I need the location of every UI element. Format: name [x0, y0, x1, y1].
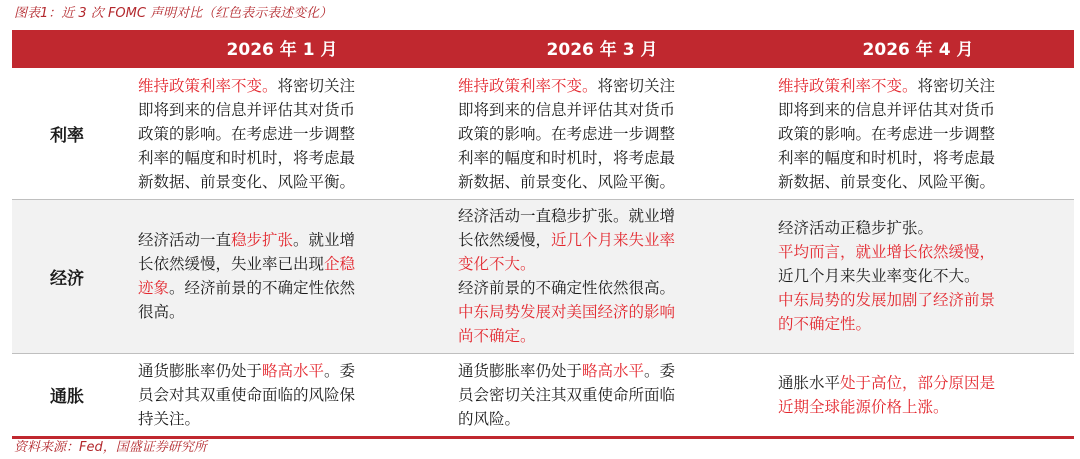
table-row: [12, 353, 1074, 436]
statement-text: 。就业增: [293, 231, 356, 249]
statement-line: [458, 324, 763, 348]
statement-text: 长依然缓慢，失业率已出现: [138, 255, 325, 273]
changed-text: 变化不大。: [458, 255, 536, 273]
changed-text: 维持政策利率不变。: [778, 76, 918, 95]
statement-text: 将密切关注: [597, 76, 676, 95]
statement-line: [458, 228, 763, 252]
row-label: 利率: [50, 126, 84, 146]
changed-text: 平均而言，就业增长依然缓慢，: [778, 243, 996, 261]
row-label: 经济: [50, 268, 84, 289]
statement-text: 经济前景的不确定性依然很高。: [458, 279, 676, 297]
statement-text: 。委: [324, 361, 356, 380]
fomc-comparison-table: [12, 30, 1074, 439]
statement-line: [458, 300, 763, 324]
statement-text: 利率的幅度和时机时，将考虑最: [138, 148, 356, 167]
changed-text: 中东局势发展对美国经济的影响: [458, 303, 676, 321]
statement-text: 新数据、前景变化、风险平衡。: [778, 172, 996, 191]
statement-cell: [458, 199, 763, 353]
changed-text: 迹象: [138, 279, 170, 297]
statement-line: [778, 122, 1080, 146]
statement-line: [458, 383, 763, 407]
source-note: 资料来源：Fed，国盛证券研究所: [14, 440, 207, 455]
statement-text: 员会密切关注其双重使命所面临: [458, 385, 676, 404]
statement-cell: [138, 68, 443, 199]
changed-text: 中东局势的发展加剧了经济前景: [778, 291, 996, 309]
statement-text: 政策的影响。在考虑进一步调整: [458, 124, 676, 143]
statement-line: [138, 300, 443, 324]
statement-line: [778, 146, 1080, 170]
changed-text: 处于高位，部分原因是: [840, 373, 996, 392]
statement-line: [778, 395, 1080, 419]
statement-text: 。委: [644, 361, 676, 380]
statement-text: 将密切关注: [277, 76, 356, 95]
statement-cell: [458, 68, 763, 199]
statement-line: [778, 74, 1080, 98]
statement-line: [778, 170, 1080, 194]
header-col-2: 2026 年 3 月: [546, 40, 658, 60]
statement-cell: [778, 199, 1080, 353]
statement-text: 政策的影响。在考虑进一步调整: [138, 124, 356, 143]
statement-line: [778, 240, 1080, 264]
statement-line: [458, 122, 763, 146]
table-row: [12, 68, 1074, 199]
changed-text: 尚不确定。: [458, 327, 536, 345]
statement-text: 新数据、前景变化、风险平衡。: [138, 172, 356, 191]
statement-line: [458, 146, 763, 170]
statement-line: [138, 122, 443, 146]
row-divider: [12, 353, 1074, 354]
statement-text: 经济活动正稳步扩张。: [778, 219, 934, 237]
statement-text: 通货膨胀率仍处于: [458, 361, 583, 380]
statement-line: [138, 407, 443, 431]
statement-text: 经济活动一直稳步扩张。就业增: [458, 207, 676, 225]
statement-text: 政策的影响。在考虑进一步调整: [778, 124, 996, 143]
statement-line: [138, 359, 443, 383]
statement-text: 持关注。: [138, 409, 201, 428]
statement-line: [138, 74, 443, 98]
changed-text: 略高水平: [582, 361, 645, 380]
table-row: [12, 199, 1074, 353]
statement-line: [458, 98, 763, 122]
statement-cell: [138, 353, 443, 436]
statement-line: [778, 216, 1080, 240]
row-label: 通胀: [50, 387, 84, 407]
statement-line: [458, 170, 763, 194]
statement-line: [138, 252, 443, 276]
row-divider: [12, 199, 1074, 200]
figure-caption: 图表1：近 3 次 FOMC 声明对比（红色表示表述变化）: [14, 6, 333, 21]
changed-text: 近期全球能源价格上涨。: [778, 397, 949, 416]
statement-text: 通胀水平: [778, 373, 841, 392]
statement-line: [778, 371, 1080, 395]
statement-text: 将密切关注: [917, 76, 996, 95]
statement-text: 的风险。: [458, 409, 521, 428]
statement-line: [458, 276, 763, 300]
statement-line: [458, 204, 763, 228]
statement-text: 长依然缓慢，: [458, 231, 552, 249]
changed-text: 维持政策利率不变。: [458, 76, 598, 95]
statement-line: [458, 407, 763, 431]
statement-text: 即将到来的信息并评估其对货币: [778, 100, 996, 119]
changed-text: 略高水平: [262, 361, 325, 380]
changed-text: 稳步扩张: [231, 231, 294, 249]
header-col-1: 2026 年 1 月: [226, 40, 338, 60]
statement-text: 员会对其双重使命面临的风险保: [138, 385, 356, 404]
changed-text: 的不确定性。: [778, 315, 872, 333]
statement-line: [778, 312, 1080, 336]
statement-line: [138, 383, 443, 407]
statement-text: 经济活动一直: [138, 231, 232, 249]
statement-cell: [778, 353, 1080, 436]
statement-line: [138, 276, 443, 300]
statement-text: 近几个月来失业率变化不大。: [778, 267, 980, 285]
statement-line: [138, 146, 443, 170]
statement-cell: [458, 353, 763, 436]
changed-text: 企稳: [324, 255, 356, 273]
table-header: [12, 33, 1074, 68]
statement-line: [458, 74, 763, 98]
changed-text: 维持政策利率不变。: [138, 76, 278, 95]
changed-text: 近几个月来失业率: [551, 231, 676, 249]
statement-text: 即将到来的信息并评估其对货币: [138, 100, 356, 119]
statement-line: [458, 359, 763, 383]
statement-text: 即将到来的信息并评估其对货币: [458, 100, 676, 119]
statement-text: 利率的幅度和时机时，将考虑最: [778, 148, 996, 167]
statement-cell: [778, 68, 1080, 199]
statement-text: 通货膨胀率仍处于: [138, 361, 263, 380]
statement-line: [458, 252, 763, 276]
statement-text: 很高。: [138, 303, 185, 321]
statement-line: [138, 98, 443, 122]
statement-cell: [138, 199, 443, 353]
statement-line: [138, 170, 443, 194]
statement-line: [138, 228, 443, 252]
statement-line: [778, 288, 1080, 312]
statement-text: 新数据、前景变化、风险平衡。: [458, 172, 676, 191]
statement-text: 。经济前景的不确定性依然: [169, 279, 356, 297]
statement-line: [778, 264, 1080, 288]
header-col-3: 2026 年 4 月: [862, 40, 974, 60]
statement-line: [778, 98, 1080, 122]
statement-text: 利率的幅度和时机时，将考虑最: [458, 148, 676, 167]
